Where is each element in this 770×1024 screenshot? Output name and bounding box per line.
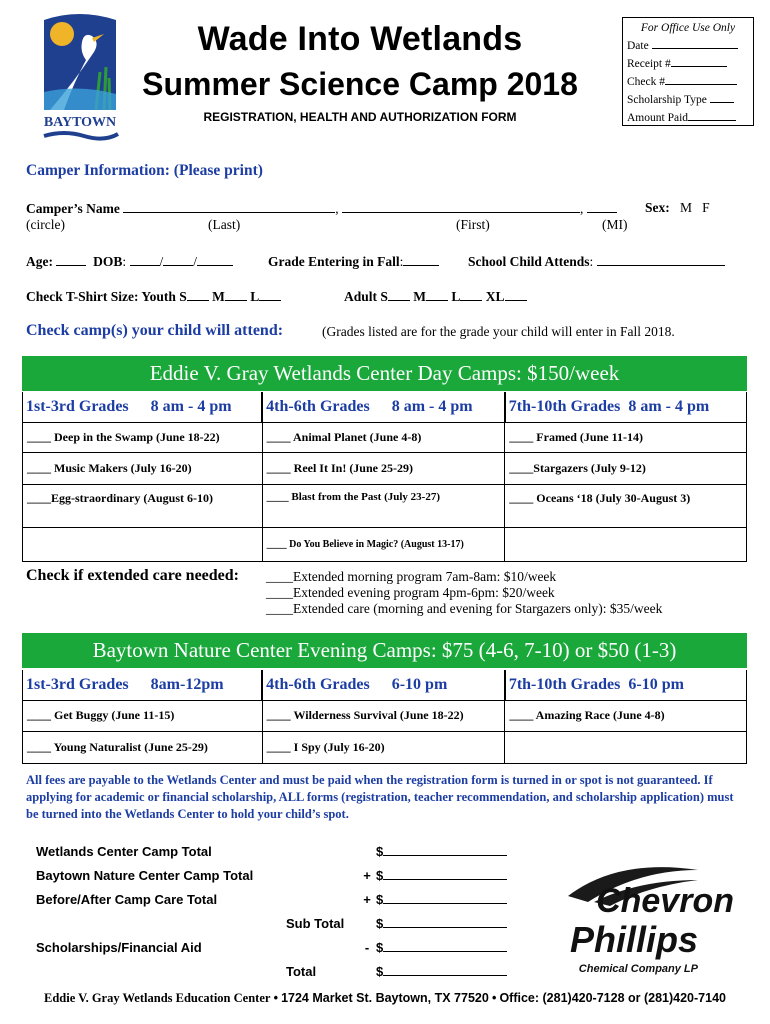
care-total-label: Before/After Camp Care Total xyxy=(36,892,218,907)
camp-name: Animal Planet (June 4-8) xyxy=(293,429,422,444)
footer-center: Eddie V. Gray Wetlands Education Center xyxy=(44,991,271,1005)
adult-l-field[interactable] xyxy=(460,288,482,301)
camp-name: Oceans ‘18 (July 30-August 3) xyxy=(536,490,691,505)
empty-cell xyxy=(505,527,747,561)
total-amount-row xyxy=(376,844,507,859)
school-row: School Child Attends: xyxy=(468,253,725,270)
dob-month-field[interactable] xyxy=(130,253,160,266)
day-header-2-time: 8 am - 4 pm xyxy=(391,397,473,415)
evening-header-2 xyxy=(262,670,505,700)
grade-label: Grade Entering in Fall xyxy=(268,254,400,269)
day-header-3-grades: 7th-10th Grades xyxy=(508,397,621,415)
camp-name: Music Makers (July 16-20) xyxy=(54,460,192,475)
sign: + xyxy=(363,868,371,883)
total-amount-row xyxy=(376,892,507,907)
youth-s-field[interactable] xyxy=(187,288,209,301)
day-header-1-grades: 1st-3rd Grades xyxy=(26,397,129,415)
camp-name: Deep in the Swamp (June 18-22) xyxy=(54,429,220,444)
adult-size-m: M xyxy=(413,289,427,304)
sex-options[interactable]: M F xyxy=(680,200,710,215)
tshirt-row xyxy=(26,288,281,305)
footer-address: 1724 Market St. Baytown, TX 77520 xyxy=(281,991,489,1005)
camp-option[interactable]: ____ Animal Planet (June 4-8) xyxy=(262,422,505,452)
camp-name: Amazing Race (June 4-8) xyxy=(535,708,665,722)
first-hint: (First) xyxy=(456,217,490,232)
camp-name: Egg-straordinary (August 6-10) xyxy=(51,490,213,505)
evening-header-1-grades: 1st-3rd Grades xyxy=(26,675,129,693)
camper-section-title: Camper Information: (Please print) xyxy=(26,162,263,179)
youth-l-field[interactable] xyxy=(259,288,281,301)
scholarship-field[interactable] xyxy=(383,940,507,952)
evening-camps-banner: Baytown Nature Center Evening Camps: $75 (4-6, 7-10) or $50 (1-3) xyxy=(22,633,747,668)
camp-option[interactable]: ____Egg-straordinary (August 6-10) xyxy=(23,484,263,527)
currency: $ xyxy=(376,916,384,931)
office-use-box xyxy=(622,17,754,126)
evening-header-1 xyxy=(23,670,263,700)
svg-text:Chemical Company LP: Chemical Company LP xyxy=(578,963,698,975)
office-scholarship-label: Scholarship Type xyxy=(627,94,707,106)
evening-header-3 xyxy=(505,670,747,700)
table-row xyxy=(23,484,747,527)
camp-option[interactable]: ____ Deep in the Swamp (June 18-22) xyxy=(23,422,263,452)
camper-name-row: Camper’s Name , , xyxy=(26,200,617,217)
total-amount-row xyxy=(376,868,507,883)
age-field[interactable] xyxy=(56,253,86,266)
youth-m-field[interactable] xyxy=(225,288,247,301)
camper-name-label: Camper’s Name xyxy=(26,201,120,216)
total-amount-row xyxy=(376,964,507,979)
tshirt-label: Check T-Shirt Size: xyxy=(26,289,139,304)
svg-text:BAYTOWN: BAYTOWN xyxy=(43,115,117,130)
extended-care-options xyxy=(266,569,662,617)
care-total-field[interactable] xyxy=(383,892,507,904)
empty-cell xyxy=(23,527,263,561)
table-row xyxy=(23,422,747,452)
currency: $ xyxy=(376,964,384,979)
evening-header-3-time: 6-10 pm xyxy=(628,675,684,693)
svg-text:Chevron: Chevron xyxy=(596,882,734,920)
subtotal-label: Sub Total xyxy=(286,916,345,931)
adult-size-xl: XL xyxy=(485,289,505,304)
day-header-3 xyxy=(505,392,747,422)
camp-name: Blast from the Past (July 23-27) xyxy=(291,490,440,503)
sex-label: Sex: xyxy=(645,200,670,215)
office-scholarship-field[interactable] xyxy=(710,91,734,103)
camp-option[interactable]: ____ Reel It In! (June 25-29) xyxy=(262,452,505,484)
adult-m-field[interactable] xyxy=(426,288,448,301)
camp-check-note: (Grades listed are for the grade your child will enter in Fall 2018. xyxy=(322,324,675,339)
adult-label: Adult xyxy=(344,289,378,304)
footer xyxy=(0,991,770,1006)
adult-xl-field[interactable] xyxy=(505,288,527,301)
currency: $ xyxy=(376,940,384,955)
office-amount-label: Amount Paid xyxy=(627,112,689,124)
camp-name: Framed (June 11-14) xyxy=(536,429,643,444)
table-row xyxy=(23,700,747,731)
camp-name: Reel It In! (June 25-29) xyxy=(293,460,413,475)
office-check-label: Check # xyxy=(627,76,666,88)
camp-option[interactable]: ____Stargazers (July 9-12) xyxy=(505,452,747,484)
extended-evening-text: Extended evening program 4pm-6pm: $20/week xyxy=(293,585,555,600)
scholarship-label: Scholarships/Financial Aid xyxy=(36,940,202,955)
camp-subtitle: Summer Science Camp 2018 xyxy=(142,66,578,102)
currency: $ xyxy=(376,844,384,859)
bullet-icon: • xyxy=(491,991,497,1005)
nature-center-total-label: Baytown Nature Center Camp Total xyxy=(36,868,254,883)
last-name-field[interactable] xyxy=(123,200,335,213)
office-check-field[interactable] xyxy=(665,73,737,85)
evening-header-2-time: 6-10 pm xyxy=(391,675,448,693)
middle-initial-field[interactable] xyxy=(587,200,617,213)
day-camps-banner: Eddie V. Gray Wetlands Center Day Camps: $150/week xyxy=(22,356,747,391)
adult-size-l: L xyxy=(451,289,461,304)
school-field[interactable] xyxy=(597,253,725,266)
table-row xyxy=(23,731,747,763)
dob-year-field[interactable] xyxy=(197,253,233,266)
currency: $ xyxy=(376,868,384,883)
camp-name: Do You Believe in Magic? (August 13-17) xyxy=(289,538,464,550)
youth-size-s: S xyxy=(179,289,187,304)
evening-header-3-grades: 7th-10th Grades xyxy=(508,675,621,693)
grand-total-label: Total xyxy=(286,964,317,979)
wetlands-total-field[interactable] xyxy=(383,844,507,856)
camp-option[interactable]: ____ Get Buggy (June 11-15) xyxy=(23,700,263,731)
youth-size-l: L xyxy=(250,289,260,304)
extended-morning-option[interactable]: ____Extended morning program 7am-8am: $10/week xyxy=(266,569,557,584)
nature-center-total-field[interactable] xyxy=(383,868,507,880)
form-type: REGISTRATION, HEALTH AND AUTHORIZATION FORM xyxy=(203,110,517,124)
camp-name: Young Naturalist (June 25-29) xyxy=(53,739,208,754)
mi-hint: (MI) xyxy=(602,217,628,232)
evening-header-2-grades: 4th-6th Grades xyxy=(266,675,370,693)
extended-evening-option[interactable]: ____Extended evening program 4pm-6pm: $20/week xyxy=(266,585,555,600)
first-name-field[interactable] xyxy=(342,200,580,213)
baytown-logo xyxy=(34,12,124,147)
office-amount-field[interactable] xyxy=(688,109,736,121)
footer-office: Office: (281)420-7128 or (281)420-7140 xyxy=(499,991,726,1005)
camp-option[interactable]: ____ Do You Believe in Magic? (August 13-17) xyxy=(262,527,505,561)
office-use-heading: For Office Use Only xyxy=(640,22,736,34)
camp-check-label: Check camp(s) your child will attend: xyxy=(26,322,284,339)
office-receipt-field[interactable] xyxy=(671,55,727,67)
extended-morning-text: Extended morning program 7am-8am: $10/week xyxy=(293,569,557,584)
day-header-2 xyxy=(262,392,505,422)
camp-name: Wilderness Survival (June 18-22) xyxy=(293,708,464,722)
table-row xyxy=(23,452,747,484)
school-label: School Child Attends xyxy=(468,254,590,269)
office-receipt-label: Receipt # xyxy=(627,58,671,70)
camp-option[interactable]: ____ Framed (June 11-14) xyxy=(505,422,747,452)
age-dob-row: Age: DOB: / / xyxy=(26,253,233,270)
camp-name: Get Buggy (June 11-15) xyxy=(54,708,175,722)
last-hint: (Last) xyxy=(208,217,241,232)
sign: - xyxy=(364,940,370,955)
evening-header-1-time: 8am-12pm xyxy=(150,675,224,693)
total-amount-row xyxy=(376,916,507,931)
youth-label: Youth xyxy=(141,289,176,304)
total-amount-row xyxy=(376,940,507,955)
chevron-phillips-logo xyxy=(548,862,740,992)
camp-title: Wade Into Wetlands xyxy=(197,20,523,58)
table-row xyxy=(23,527,747,561)
extended-care-label: Check if extended care needed: xyxy=(26,567,239,584)
dob-label: DOB xyxy=(93,254,123,269)
day-camps-table xyxy=(22,392,747,562)
circle-hint: (circle) xyxy=(26,217,65,232)
currency: $ xyxy=(376,892,384,907)
day-header-1 xyxy=(23,392,263,422)
extended-both-option[interactable]: ____Extended care (morning and evening for Stargazers only): $35/week xyxy=(266,601,663,616)
day-header-2-grades: 4th-6th Grades xyxy=(266,397,370,415)
age-label: Age: xyxy=(26,254,53,269)
camp-option[interactable]: ____ Young Naturalist (June 25-29) xyxy=(23,731,263,763)
camp-option[interactable]: ____ Amazing Race (June 4-8) xyxy=(505,700,747,731)
office-date-label: Date xyxy=(627,40,649,52)
grade-row: Grade Entering in Fall: xyxy=(268,253,439,270)
subtotal-field[interactable] xyxy=(383,916,507,928)
evening-camps-table xyxy=(22,670,747,764)
bullet-icon: • xyxy=(273,991,278,1005)
sign: + xyxy=(363,892,371,907)
camp-option[interactable]: ____ I Spy (July 16-20) xyxy=(262,731,505,763)
camp-option[interactable]: ____ Oceans ‘18 (July 30-August 3) xyxy=(505,484,747,527)
empty-cell xyxy=(505,731,747,763)
office-date-field[interactable] xyxy=(652,37,738,49)
adult-size-s: S xyxy=(380,289,388,304)
fees-note: All fees are payable to the Wetlands Center and must be paid when the registration form is turned in or spot is not guaranteed. If applying for academic or financial scholarship, ALL forms (registration, teacher recommendation, and scholarship application) must be turned into the Wetlands Center to hold your child’s spot. xyxy=(26,773,734,821)
wetlands-total-label: Wetlands Center Camp Total xyxy=(36,844,212,859)
day-header-1-time: 8 am - 4 pm xyxy=(150,397,232,415)
grade-field[interactable] xyxy=(403,253,439,266)
camp-name: Stargazers (July 9-12) xyxy=(533,460,646,475)
camp-option[interactable]: ____ Music Makers (July 16-20) xyxy=(23,452,263,484)
extended-both-text: Extended care (morning and evening for Stargazers only): $35/week xyxy=(293,601,663,616)
youth-size-m: M xyxy=(212,289,225,304)
svg-text:Phillips: Phillips xyxy=(569,919,698,960)
day-header-3-time: 8 am - 4 pm xyxy=(628,397,710,415)
camp-name: I Spy (July 16-20) xyxy=(293,739,385,754)
adult-size-row xyxy=(344,288,527,305)
camp-option[interactable]: ____ Blast from the Past (July 23-27) xyxy=(262,484,505,527)
grand-total-field[interactable] xyxy=(383,964,507,976)
adult-s-field[interactable] xyxy=(388,288,410,301)
dob-day-field[interactable] xyxy=(163,253,193,266)
camp-option[interactable]: ____ Wilderness Survival (June 18-22) xyxy=(262,700,505,731)
